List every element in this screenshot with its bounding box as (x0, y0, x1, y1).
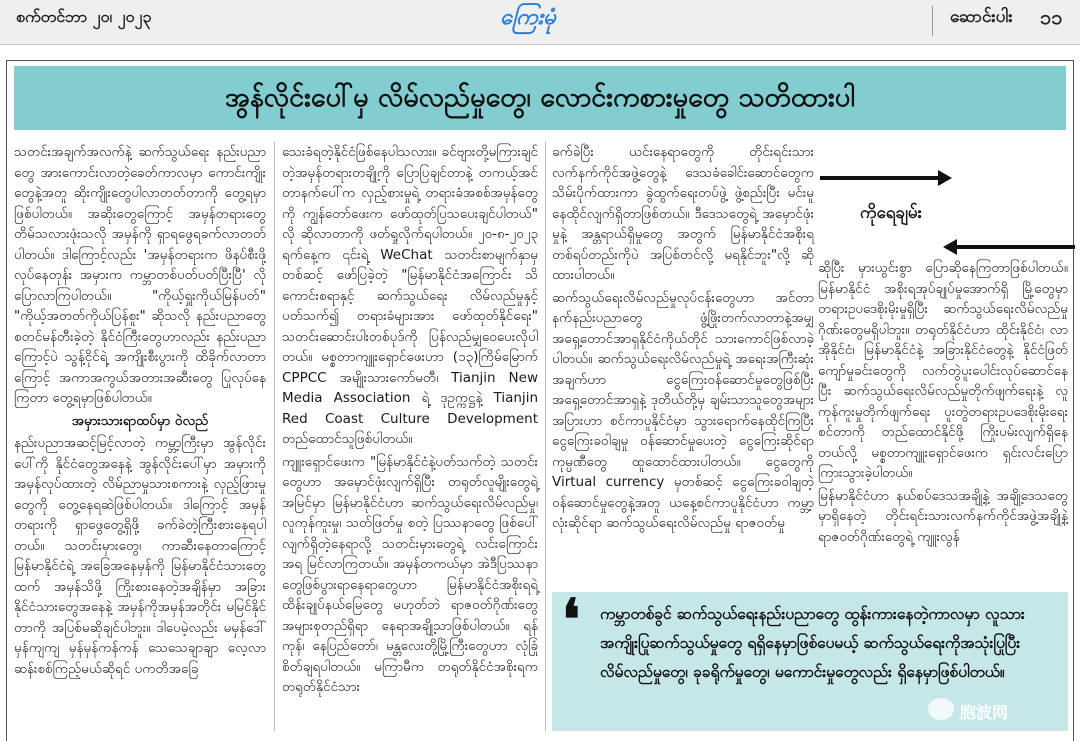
pull-quote-text: ကမ္ဘာတစ်ခွင် ဆက်သွယ်ရေးနည်းပညာတွေ ထွန်းကားနေတဲ့ကာလမှာ လူသားအကျိုးပြုဆက်သွယ်မှုတွေ ရရှိနေမှာဖြစ်ပေမယ့် ဆက်သွယ်ရေးကိုအသုံးပြုပြီး လိမ်လည်မှုတွေ၊ ခုခရိုက်မှုတွေ၊ မကောင်းမှုတွေလည်း ရှိနေမှာဖြစ်ပါတယ်။ (600, 605, 1025, 681)
paragraph: သေးခံရတဲ့နိုင်ငံဖြစ်နေပါသလား။ ခင်ဗျားတို့မကြားချင်တဲ့အမှန်တရားတချို့ကို ပြောပြချင်တာနဲ့ တကယ့်အင်တာနက်ပေါ်က လှည့်စားမှုရဲ့ တရားခံအစစ်အမှန်တွေကို ကျွန်တော်ဖေးက ဖော်ထုတ်ပြသပေးချင်ပါတယ်" လို ဆိုလာတာကို ဖတ်ရှုလိုက်ရပါတယ်။ ၂၀-၈-၂၀၂၃ ရက်နေ့က ၎င်းရဲ့ WeChat သတင်းစာမျက်နှာမှတစ်ဆင့် ဖော်ပြခဲ့တဲ့ "မြန်မာနိုင်ငံအကြောင်း သိကောင်းစရာနှင့် ဆက်သွယ်ရေး လိမ်လည်မှုနှင့်ပတ်သက်၍ တရားခံများအား ဖော်ထုတ်နိုင်ရေး" သတင်းဆောင်းပါးတစ်ပုဒ်ကို ပြန်လည်မျှဝေပေးလိုပါတယ်။ မစ္စတာကျူးရှောင်ဖေးဟာ (၁၃)ကြိမ်မြောက် CPPCC အမျိုးသားကော်မတီ၊ Tianjin New Media Association ရဲ့ ဒုဥက္ကဋ္ဌနဲ့ Tianjin Red Coast Culture Development တည်ထောင်သူဖြစ်ပါတယ်။ (282, 144, 538, 447)
column-divider (545, 142, 546, 731)
arrow-right-icon (820, 176, 940, 180)
paragraph: ဆက်သွယ်ရေးလိမ်လည်မှုလုပ်ငန်းတွေဟာ အင်တာနက်နည်းပညာတွေ ဖွံ့ဖြိုးတက်လာတာနဲ့အမျှ အရှေ့တောင်အာရှနိုင်ငံကိုယ်တိုင် သားကောင်ဖြစ်လာခဲ့ပါတယ်။ ဆက်သွယ်ရေးလိမ်လည်မှုရဲ့ အရေးအကြီးဆုံးအချက်ဟာ ငွေကြေးဝန်ဆောင်မှုတွေဖြစ်ပြီး အရှေ့တောင်အာရှနဲ့ ဒုတိယ်တို့မှ ချမ်းသာသူတွေအများအပြားဟာ စင်ကာပူနိုင်ငံမှာ သွားရောက်နေထိုင်ကြပြီး ငွေကြေးခဝါချမှု ဝန်ဆောင်မှုပေးတဲ့ ငွေကြေးဆိုင်ရာ ကုမ္ပဏီတွေ ထူထောင်ထားပါတယ်။ ငွေတွေကို Virtual currency မှတစ်ဆင့် ငွေကြေးခဝါချတဲ့ ဝန်ဆောင်မှုတွေနဲ့အတူ ယနေ့စင်ကာပူနိုင်ငံဟာ ကမ္ဘာ့လုံးဆိုင်ရာ ဆက်သွယ်ရေးလိမ်လည်မှု ရာဇဝတ်မှု (552, 289, 814, 531)
page-number: ၁၁ (1040, 5, 1063, 29)
header-divider (932, 6, 933, 36)
paragraph: မြန်မာနိုင်ငံဟာ နယ်စပ်ဒေသအချို့နဲ့ အချို့ဒေသတွေမှာရှိနေတဲ့ တိုင်းရင်းသားလက်နက်ကိုင်အဖွဲ့အချို့နဲ့ ရာဇဝတ်ဂိုဏ်းတွေရဲ့ ကျူးလွန် (818, 487, 1068, 545)
article-column-2 (282, 142, 538, 731)
wechat-icon (928, 698, 954, 720)
article-column-3 (552, 142, 814, 582)
paragraph: ဆိုပြီး မှားယွင်းစွာ ပြောဆိုနေကြတာဖြစ်ပါတယ်။ မြန်မာနိုင်ငံ အစိုးရအုပ်ချုပ်မှုအောက်ရှိ မြို့တွေမှာ တရားဥပဒေစိုးမိုးမှုရှိပြီး ဆက်သွယ်ရေးလိမ်လည်မှုဂိုဏ်းတွေမရှိပါဘူး။ တရုတ်နိုင်ငံဟာ ထိုင်းနိုင်ငံ၊ လာအိုနိုင်ငံ၊ မြန်မာနိုင်ငံနဲ့ အခြားနိုင်ငံတွေနဲ့ နိုင်ငံဖြတ်ကျော်မှုခင်းတွေကို လက်တွဲပူးပေါင်းလုပ်ဆောင်နေပြီး ဆက်သွယ်ရေးလိမ်လည်မှုတိုက်ဖျက်ရေးနဲ့ လူကုန်ကူးမှုတိုက်ဖျက်ရေး ပူးတွဲတရားဥပဒေစိုးမိုးရေးစင်တာကို တည်ထောင်နိုင်ဖို့ ကြိုးပမ်းလျက်ရှိနေတယ်လို့ မစ္စတာကျူးရှောင်ဖေးက ရှင်းလင်းပြောကြားသွားခဲ့ပါတယ်။ (818, 260, 1068, 481)
article-headline: အွန်လိုင်းပေါ်မှ လိမ်လည်မှုတွေ၊ လောင်းကစားမှုတွေ သတိထားပါ (225, 82, 855, 113)
issue-date: စက်တင်ဘာ ၂၀၊ ၂၀၂၃ (16, 7, 152, 26)
article-column-4 (818, 258, 1068, 545)
quote-mark-icon: ❛ (562, 587, 581, 653)
arrow-left-icon (955, 245, 1075, 249)
article-column-1 (14, 142, 266, 731)
paragraph: နည်းပညာအဆင့်မြင့်လာတဲ့ ကမ္ဘာ့ကြီးမှာ အွန်လိုင်းပေါ်ကို နိုင်ငံတွေအနေနဲ့ အွန်လိုင်းပေါ်မှာ အမှားကို အမှန်လုပ်ထားတဲ့ လိမ်ညာမှုသားစကားနဲ့ လှည့်ဖြားမှုတွေကို တွေ့နေရဆဲဖြစ်ပါတယ်။ ဒါကြောင့် အမှန်တရားကို ရှာဖွေတွေ့ရှိဖို့ ခက်ခဲတဲ့ကြီးစားနေရပါတယ်။ သတင်းမှားတွေ၊ ကာဆီးနေတာကြောင့် မြန်မာနိုင်ငံရဲ့ အခြေအနေမှန်ကို မြန်မာနိုင်ငံသားတွေထက် အမှန်သိဖို့ ကြိုးစားနေတဲ့အချိန်မှာ အခြားနိုင်ငံသားတွေအနေနဲ့ အမှန်ကိုအမှန်အတိုင်း မမြင်နိုင်တာကို အပြစ်မဆိုချင်ပါဘူး။ ဒါပေမဲ့လည်း မမှန်ဒေါ်မှန်ကျကျ မှန်မှန်ကန်ကန် သေသေချာချာ လေ့လာဆန်းစစ်ကြည့်မယ်ဆိုရင် ပကတိအခြေ (14, 435, 266, 677)
headline-banner (14, 66, 1066, 130)
newspaper-logo: ကြေးမုံ (500, 5, 556, 30)
section-label: ဆောင်းပါး (950, 7, 1013, 27)
arrow-right-head-icon (938, 170, 952, 186)
paragraph: ကျူးရှောင်ဖေးက "မြန်မာနိုင်ငံနဲ့ပတ်သက်တဲ့ သတင်းတွေဟာ အမှောင်ဖုံးလျက်ရှိပြီး တရုတ်လူမျိုးတွေရဲ့ အမြင်မှာ မြန်မာနိုင်ငံဟာ ဆက်သွယ်ရေးလိမ်လည်မှု၊ လူကုန်ကူးမှု၊ သတ်ဖြတ်မှု စတဲ့ ပြဿနာတွေ ဖြစ်ပေါ်လျက်ရှိတဲ့နေရာလို့ သတင်းမှားတွေရဲ့ လင်းကြောင်းအရ မြင်လာကြတယ်။ အမှန်တကယ်မှာ အဲဒီပြဿနာတွေဖြစ်ပွားရာနေရာတွေဟာ မြန်မာနိုင်ငံအစိုးရရဲ့ ထိန်းချုပ်နယ်မြေတွေ မဟုတ်ဘဲ ရာဇဝတ်ဂိုဏ်းတွေ အများစုတည်ရှိရာ နေရာအချို့သာဖြစ်ပါတယ်။ ရန်ကုန်၊ နေပြည်တော်၊ မန္တလေးတို့မြို့ကြီးတွေဟာ လုံခြုံစိတ်ချရပါတယ်။ မကြာမီက တရုတ်နိုင်ငံအစိုးရက တရုတ်နိုင်ငံသား (282, 453, 538, 695)
arrow-left-head-icon (943, 239, 957, 255)
subheading: အမှားသားရာထပ်မှာ ဝဲလည် (71, 412, 209, 429)
paragraph: ခက်ခဲပြီး ယင်းနေရာတွေကို တိုင်းရင်းသားလက်နက်ကိုင်အဖွဲ့တွေနဲ့ ဒေသခံခေါင်းဆောင်တွေက သိမ်းပိုက်ထားကာ ခွဲထွက်ရေးတပ်ဖွဲ့ ဖွဲ့စည်းပြီး မင်းမူနေထိုင်လျက်ရှိတာဖြစ်တယ်။ ဒီဒေသတွေရဲ့ အမှောင်ဖုံးမှုနဲ့ အန္တရာယ်ရှိမှုတွေ အတွက် မြန်မာနိုင်ငံအစိုးရ တစ်ရပ်တည်းကိုပဲ အပြစ်တင်လို့ မရနိုင်ဘူး"လို့ ဆိုထားပါတယ်။ (552, 144, 814, 283)
paragraph: သတင်းအချက်အလက်နဲ့ ဆက်သွယ်ရေး နည်းပညာတွေ အားကောင်းလာတဲ့ခေတ်ကာလမှာ ကောင်းကျိုးတွေနဲ့အတူ ဆိုးကျိုးတွေပါလာတတ်တာကို တွေ့ရမှာဖြစ်ပါတယ်။ အဆိုးတွေကြောင့် အမှန်တရားတွေ တိမ်သလားဖုံးသလို အမှန်ကို ရှာရဖွေရခက်လာတတ်ပါတယ်။ ဒါကြောင့်လည်း 'အမှန်တရားက ဖိနပ်စီးဖို့လုပ်နေတုန်း အမှားက ကမ္ဘာတစ်ပတ်ပတ်ပြီးပြီ' လို ပြောလာကြပါတယ်။ "ကိုယ့်ရှူးကိုယ်မြန်ပတ်" "ကိုယ့်အတတ်ကိုယ်ပြန်စူး" ဆိုသလို နည်းပညာတွေ စတင်မန်တီးခဲ့တဲ့ နိုင်ငံကြီးတွေဟာလည်း နည်းပညာကြောင့်ပဲ သွန့်ငိုင်ရဲ့ အကျိုးစီးပွားကို ထိခိုက်လာတာကြောင့် အကာအကွယ်အတားအဆီးတွေ ပြုလုပ်နေကြတာ တွေ့ရမှာဖြစ်ပါတယ်။ (14, 144, 266, 406)
column-divider (274, 142, 275, 731)
author-byline: ကိုရေချမ်း (860, 203, 922, 223)
page-header (0, 0, 1080, 45)
watermark: 胞波网 (960, 703, 1009, 722)
